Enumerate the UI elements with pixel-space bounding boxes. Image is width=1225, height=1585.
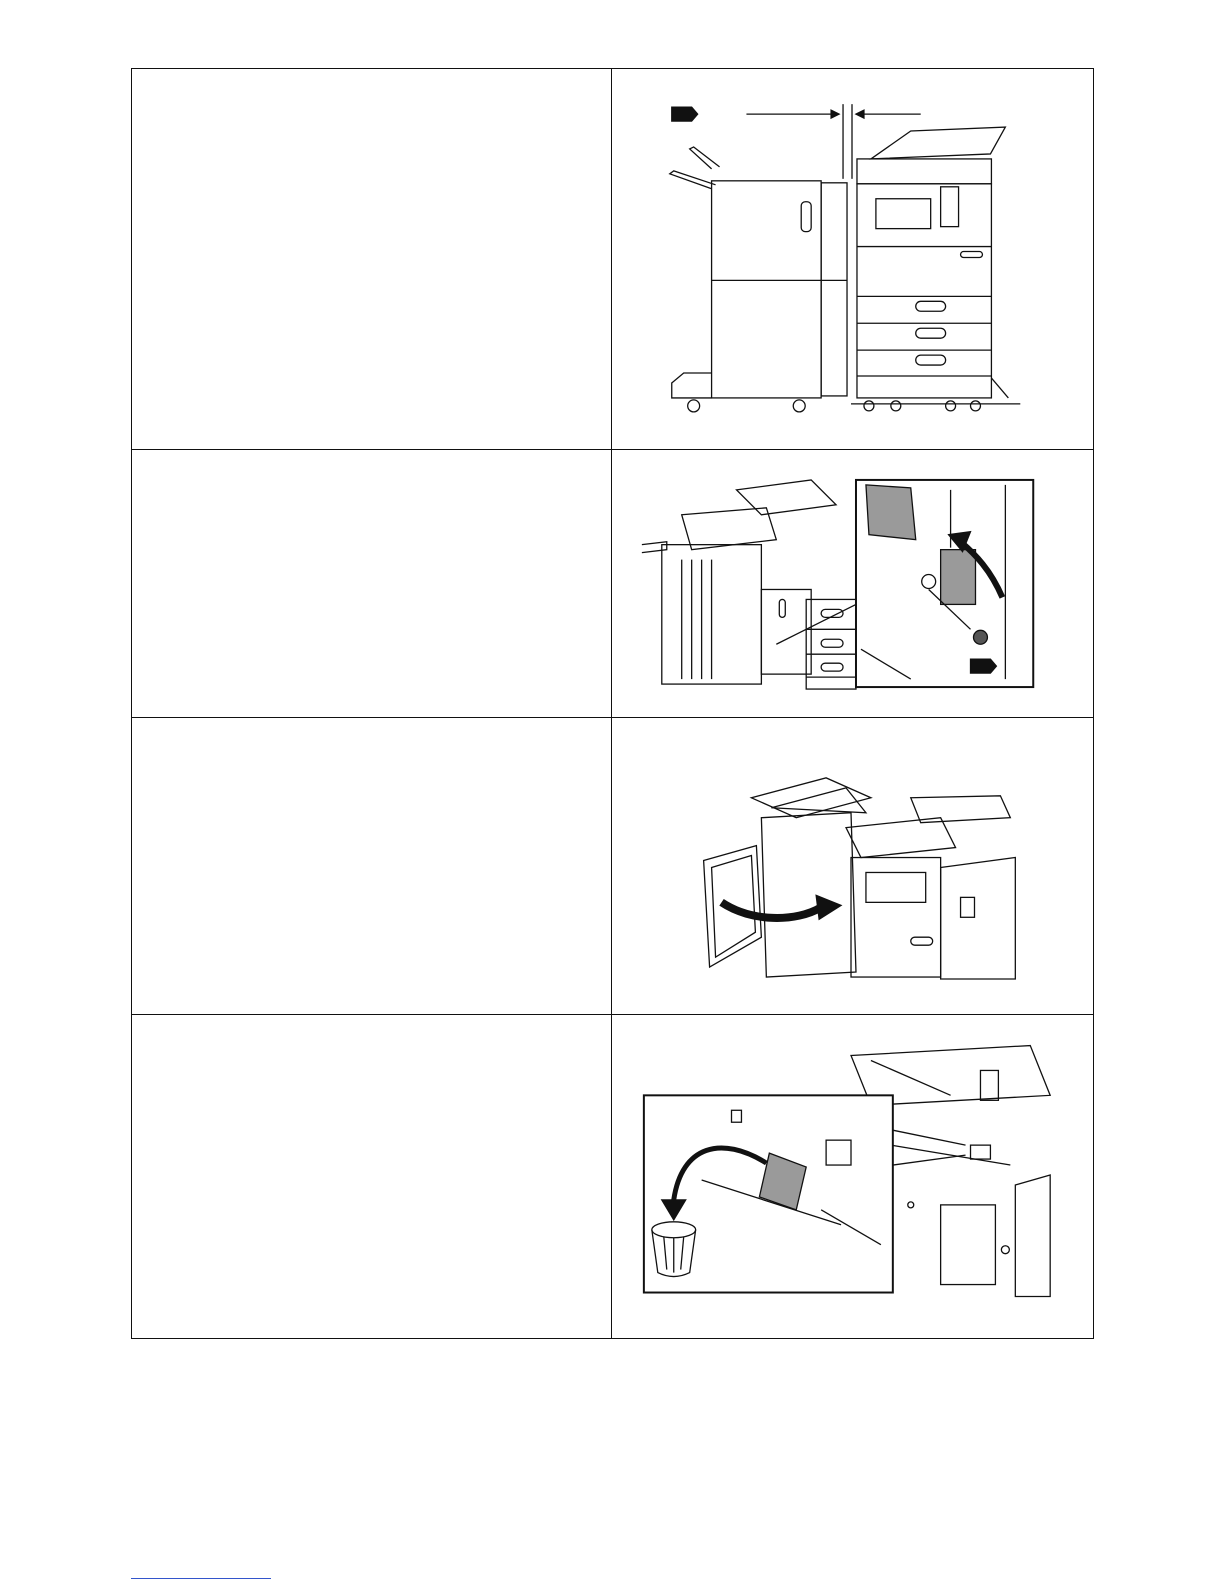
step-row-2 [132,450,1093,718]
packing-material-discard-illustration [612,1015,1093,1338]
step-row-1 [132,69,1093,450]
finisher-screw-removal-closeup-illustration [612,450,1093,717]
step-4-figure [612,1015,1093,1338]
finisher-front-door-opening-illustration [612,718,1093,1014]
step-row-3 [132,718,1093,1015]
step-2-figure [612,450,1093,717]
step-3-text-cell [132,718,612,1014]
instruction-table [131,68,1094,1339]
step-2-text-cell [132,450,612,717]
finisher-separated-from-copier-illustration [612,69,1093,449]
step-3-figure [612,718,1093,1014]
step-1-figure [612,69,1093,449]
step-1-text-cell [132,69,612,449]
step-4-text-cell [132,1015,612,1338]
footer-link-rule [131,1578,271,1579]
step-row-4 [132,1015,1093,1338]
